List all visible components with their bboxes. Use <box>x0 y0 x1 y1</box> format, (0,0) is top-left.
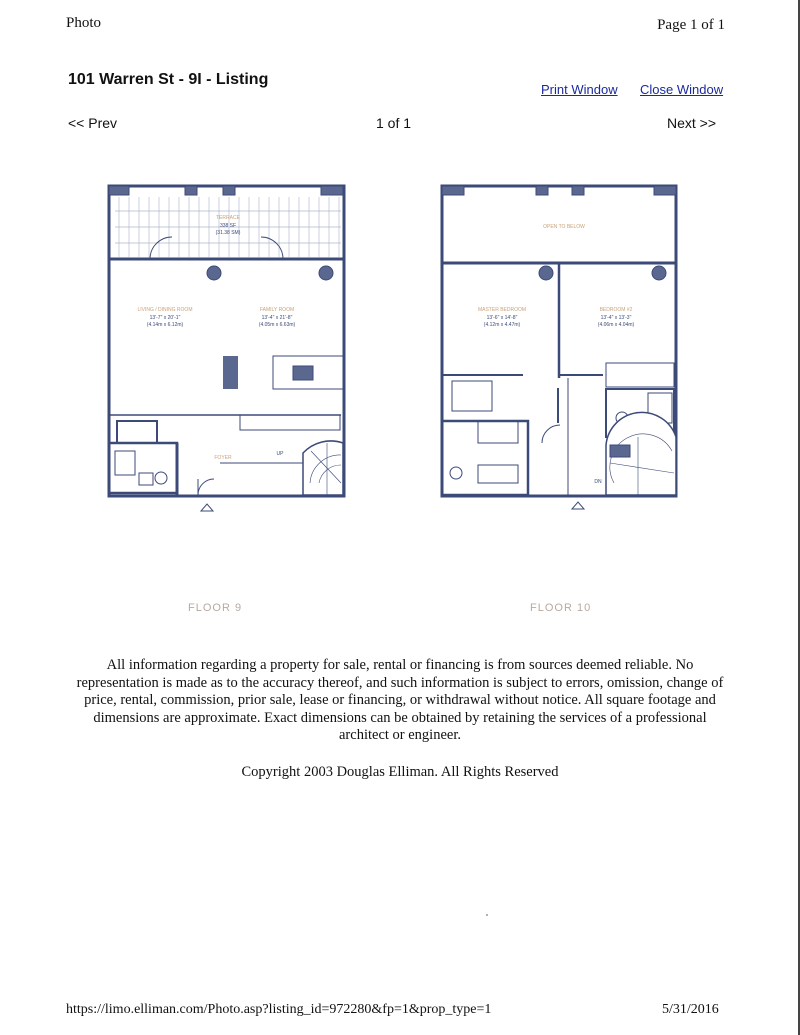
family-room-name: FAMILY ROOM <box>259 307 295 313</box>
scan-speck <box>486 914 488 916</box>
terrace-name: TERRACE <box>216 215 240 221</box>
stair-up-label: UP <box>276 451 284 457</box>
stair-down-label: DN <box>594 479 602 485</box>
master-bedroom-dims: 13'-6" x 14'-8" <box>486 315 518 321</box>
master-bedroom-name: MASTER BEDROOM <box>477 307 527 313</box>
listing-title: 101 Warren St - 9I - Listing <box>68 71 269 88</box>
floor-9-plan <box>105 183 347 513</box>
header-left-title: Photo <box>66 15 102 31</box>
next-photo-link[interactable]: Next >> <box>667 115 717 131</box>
terrace-area: 338 SF <box>219 223 237 229</box>
footer-url: https://limo.elliman.com/Photo.asp?listing_id=972280&fp=1&prop_type=1 <box>66 1002 492 1017</box>
living-room-name: LIVING / DINING ROOM <box>137 307 193 313</box>
living-room-metric: (4.14m x 6.12m) <box>146 322 184 328</box>
floor-9-label: FLOOR 9 <box>188 602 243 614</box>
family-room-metric: (4.05m x 6.63m) <box>258 322 296 328</box>
prev-photo-link[interactable]: << Prev <box>68 115 118 131</box>
foyer-label: FOYER <box>214 455 232 461</box>
page-count: Page 1 of 1 <box>657 17 725 33</box>
bedroom-2-dims: 13'-4" x 13'-3" <box>600 315 632 321</box>
floor-10-plan <box>438 183 680 513</box>
print-window-link[interactable]: Print Window <box>541 82 618 97</box>
floor-10-label: FLOOR 10 <box>530 602 592 614</box>
close-window-link[interactable]: Close Window <box>640 82 724 97</box>
terrace-metric: (31.38 SM) <box>215 230 241 236</box>
living-room-dims: 13'-7" x 20'-1" <box>149 315 181 321</box>
bedroom-2-metric: (4.06m x 4.04m) <box>597 322 635 328</box>
open-to-below-label: OPEN TO BELOW <box>543 224 585 230</box>
family-room-dims: 13'-4" x 21'-8" <box>261 315 293 321</box>
bedroom-2-name: BEDROOM #2 <box>599 307 633 313</box>
floor-10-entry-marker <box>570 499 586 511</box>
copyright-text: Copyright 2003 Douglas Elliman. All Rights Reserved <box>241 764 559 780</box>
floor-9-entry-marker <box>199 501 215 513</box>
disclaimer-text: All information regarding a property for sale, rental or financing is from sources deemed reliable. No representation is made as to the accuracy thereof, and such information is subject to errors, omission, change of price, rental, commission, prior sale, lease or financing, or withdrawal without notice. All square footage and dimensions are approximate. Exact dimensions can be obtained by retaining the services of a professional architect or engineer. <box>76 657 724 744</box>
photo-counter: 1 of 1 <box>376 115 412 131</box>
master-bedroom-metric: (4.12m x 4.47m) <box>483 322 521 328</box>
footer-date: 5/31/2016 <box>662 1002 719 1017</box>
